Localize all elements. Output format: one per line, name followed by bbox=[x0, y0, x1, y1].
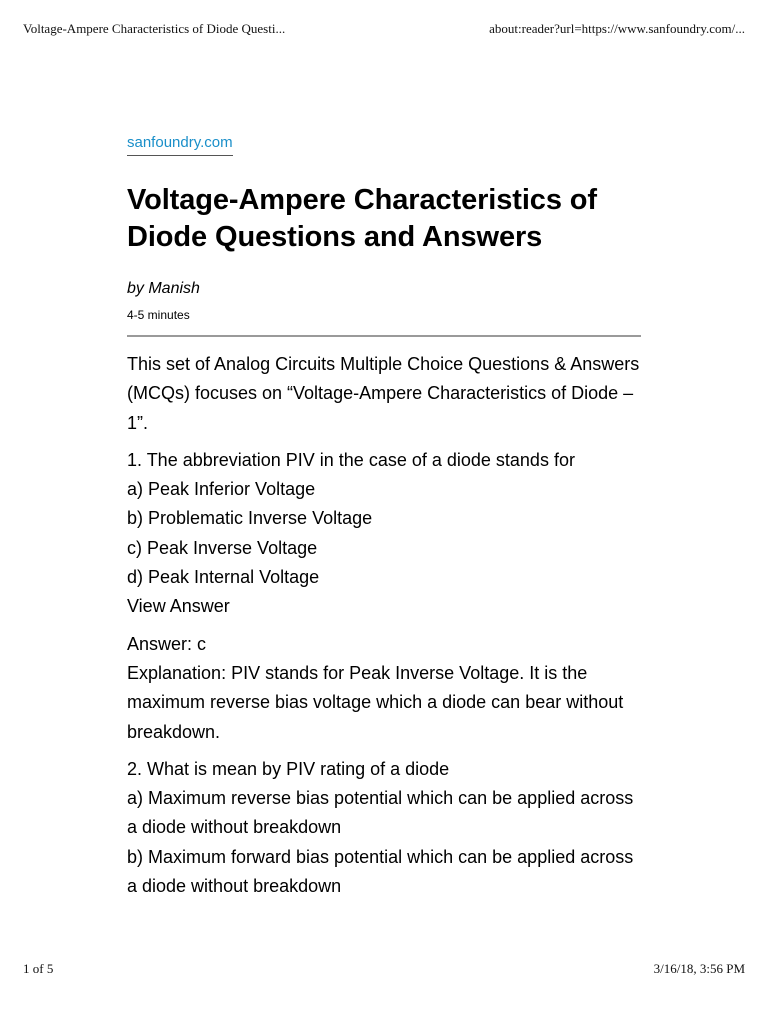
article bbox=[127, 134, 641, 909]
question-text: 2. What is mean by PIV rating of a diode bbox=[127, 758, 450, 779]
reading-time: 4-5 minutes bbox=[127, 308, 190, 322]
question-block-1 bbox=[127, 446, 641, 622]
option-a: a) Peak Inferior Voltage bbox=[127, 479, 316, 500]
option-c: c) Peak Inverse Voltage bbox=[127, 537, 318, 558]
print-header-page-title: Voltage-Ampere Characteristics of Diode Questi... bbox=[23, 21, 286, 36]
intro-paragraph: This set of Analog Circuits Multiple Choice Questions & Answers (MCQs) focuses on “Voltage-Ampere Characteristics of Diode – 1”. bbox=[127, 354, 640, 433]
question-text: 1. The abbreviation PIV in the case of a diode stands for bbox=[127, 449, 575, 470]
print-datetime: 3/16/18, 3:56 PM bbox=[653, 961, 745, 976]
answer-text: Answer: c bbox=[127, 633, 207, 654]
option-b: b) Problematic Inverse Voltage bbox=[127, 508, 373, 529]
article-title: Voltage-Ampere Characteristics of Diode Questions and Answers bbox=[127, 184, 597, 253]
print-header bbox=[0, 21, 768, 39]
article-byline: by Manish bbox=[127, 280, 200, 297]
option-b: b) Maximum forward bias potential which can be applied across a diode without breakdown bbox=[127, 846, 634, 897]
header-divider bbox=[127, 335, 641, 337]
print-header-url: about:reader?url=https://www.sanfoundry.com/... bbox=[489, 21, 745, 36]
question-block-2 bbox=[127, 755, 641, 901]
page-counter: 1 of 5 bbox=[23, 961, 54, 976]
option-a: a) Maximum reverse bias potential which can be applied across a diode without breakdown bbox=[127, 788, 634, 838]
answer-block-1 bbox=[127, 630, 641, 747]
print-footer bbox=[0, 961, 768, 979]
article-content bbox=[127, 350, 641, 901]
explanation-text: Explanation: PIV stands for Peak Inverse Voltage. It is the maximum reverse bias voltage which a diode can bear without breakdown. bbox=[127, 662, 624, 742]
site-link[interactable]: sanfoundry.com bbox=[127, 134, 233, 156]
view-answer-button[interactable]: View Answer bbox=[127, 596, 230, 617]
option-d: d) Peak Internal Voltage bbox=[127, 567, 320, 588]
